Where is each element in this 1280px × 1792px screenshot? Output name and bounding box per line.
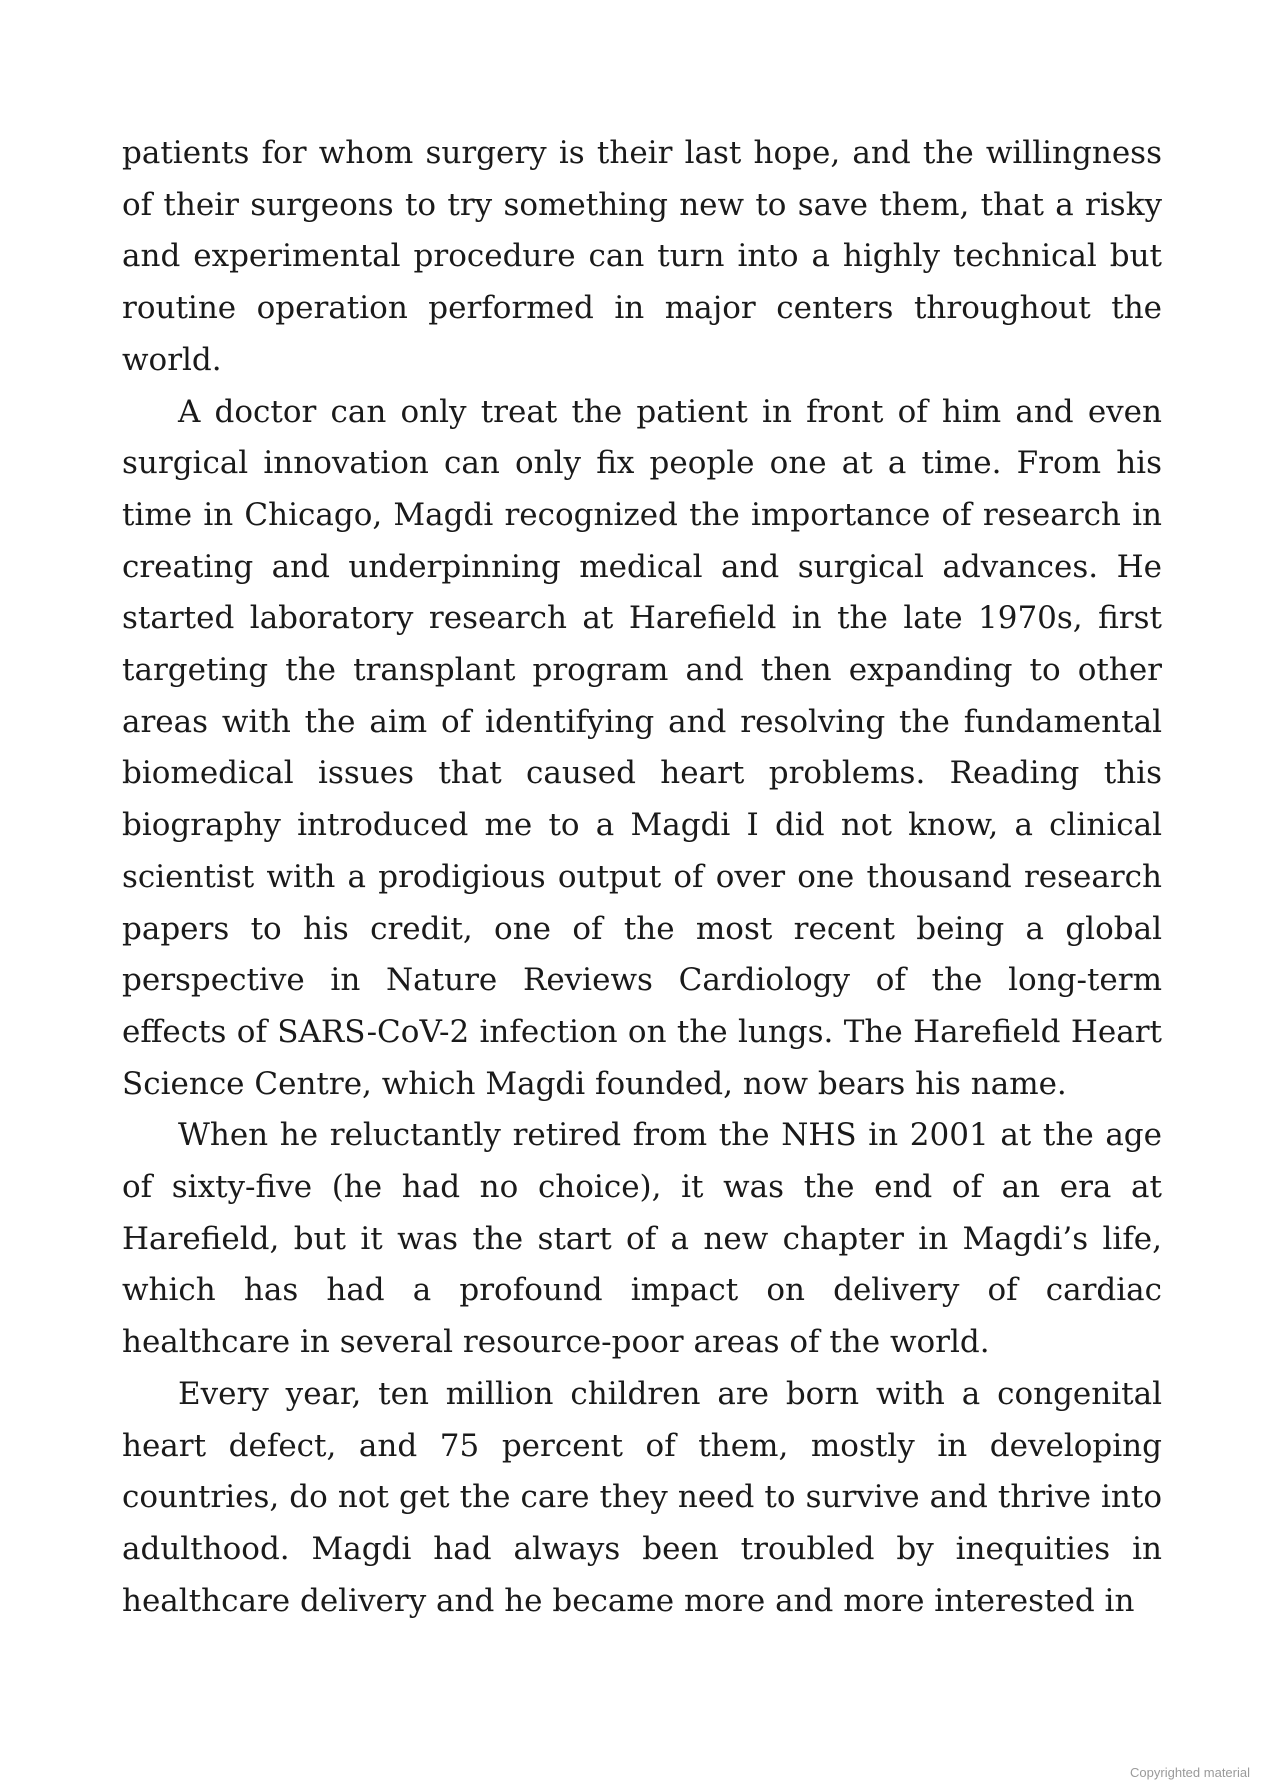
copyright-watermark: Copyrighted material <box>1130 1765 1250 1780</box>
paragraph-3: When he reluctantly retired from the NHS in 2001 at the age of sixty-five (he had no choice), it was the end of an era at Harefield, but it was the start of a new chapter in Magdi’s life, which has had a profound impact on delivery of cardiac healthcare in several resource-poor areas of the world. <box>122 1117 1162 1361</box>
page-body <box>122 128 1162 1627</box>
paragraph-1: patients for whom surgery is their last hope, and the willingness of their surgeons to try something new to save them, that a risky and experimental procedure can turn into a highly technical but routine operation performed in major centers throughout the world. <box>122 135 1162 378</box>
paragraph-2: A doctor can only treat the patient in front of him and even surgical innovation can only fix people one at a time. From his time in Chicago, Magdi recognized the importance of research in creating and underpinning medical and surgical advances. He started laboratory research at Harefield in the late 1970s, first targeting the transplant program and then expanding to other areas with the aim of identifying and resolving the fundamental biomedical issues that caused heart problems. Reading this biography introduced me to a Magdi I did not know, a clinical scientist with a prodigious output of over one thousand research papers to his credit, one of the most recent being a global perspective in Nature Reviews Cardiology of the long-term effects of SARS-CoV-2 infection on the lungs. The Harefield Heart Science Centre, which Magdi founded, now bears his name. <box>122 393 1162 1102</box>
paragraph-4: Every year, ten million children are born with a congenital heart defect, and 75 percent of them, mostly in developing countries, do not get the care they need to survive and thrive into adulthood. Magdi had always been troubled by inequities in healthcare delivery and he became more and more interested in <box>122 1375 1162 1619</box>
